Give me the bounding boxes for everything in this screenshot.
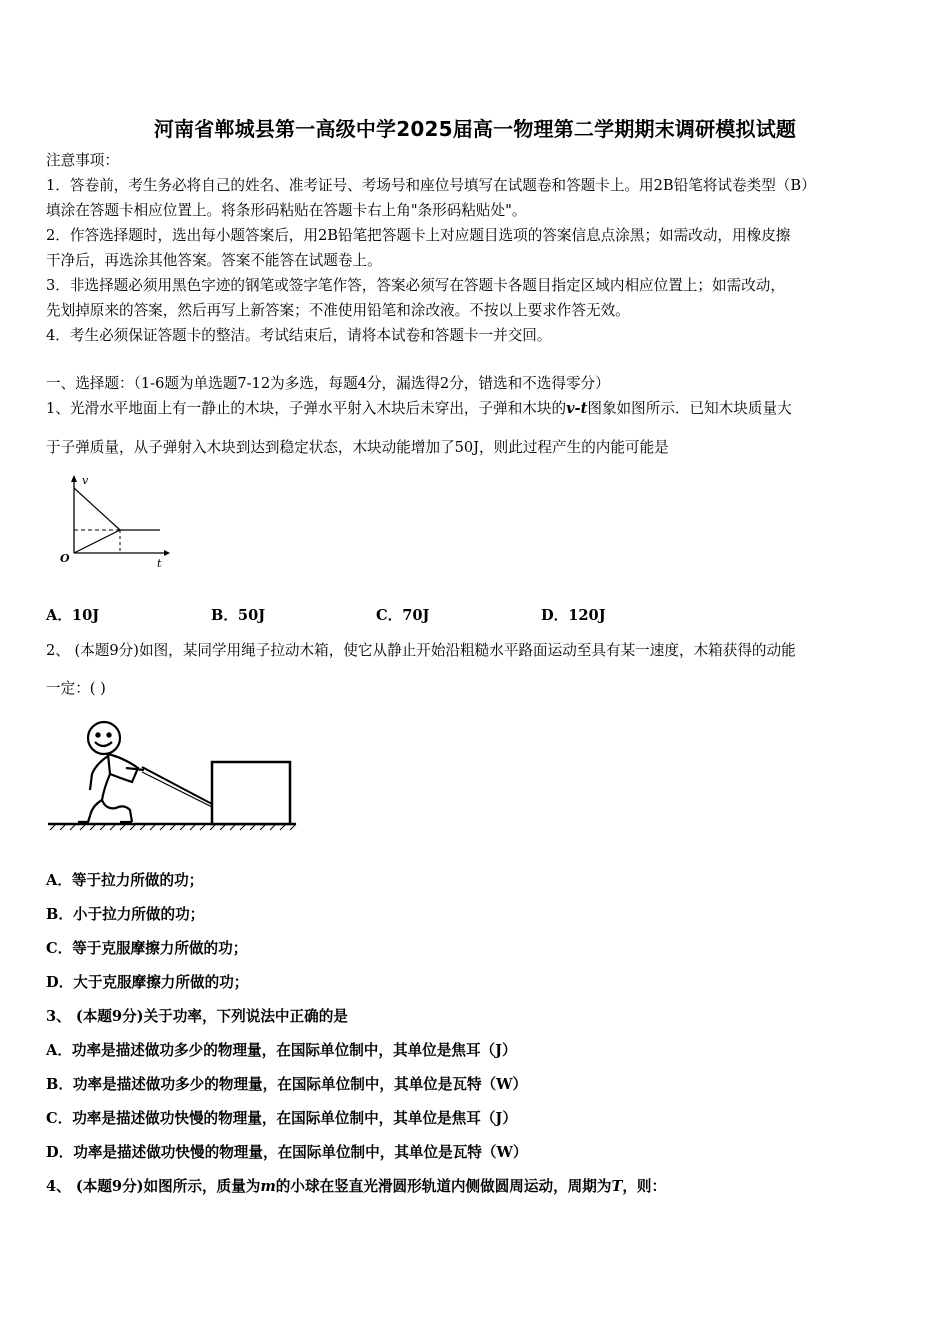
y-axis-arrow [71, 475, 77, 482]
q1-text-b: 图象如图所示．已知木块质量大 [587, 400, 792, 417]
q2-option-b[interactable]: B．小于拉力所做的功； [46, 906, 205, 923]
person-figure [78, 722, 144, 822]
q2-stem-line2: 一定：( ) [46, 680, 106, 697]
q3-option-a[interactable]: A．功率是描述做功多少的物理量，在国际单位制中，其单位是焦耳（J） [46, 1042, 517, 1059]
q1-stem-line2: 于子弹质量，从子弹射入木块到达到稳定状态，木块动能增加了50J，则此过程产生的内能可能是 [46, 439, 669, 456]
notice-line: 先划掉原来的答案，然后再写上新答案；不准使用铅笔和涂改液。不按以上要求作答无效。 [46, 302, 630, 319]
q2-stem-line1: 2、 (本题9分)如图，某同学用绳子拉动木箱，使它从静止开始沿粗糙水平路面运动至具有某一速度，木箱获得的动能 [46, 642, 796, 659]
bullet-velocity-line [74, 488, 120, 530]
q4-text-b: 的小球在竖直光滑圆形轨道内侧做圆周运动，周期为 [275, 1178, 612, 1195]
notice-line: 填涂在答题卡相应位置上。将条形码粘贴在答题卡右上角"条形码粘贴处"。 [46, 202, 527, 219]
q1-stem-line1 [46, 399, 792, 419]
q3-option-c[interactable]: C．功率是描述做功快慢的物理量，在国际单位制中，其单位是焦耳（J） [46, 1110, 517, 1127]
x-label: t [157, 557, 162, 570]
x-axis-arrow [164, 550, 170, 556]
q3-option-d[interactable]: D．功率是描述做功快慢的物理量，在国际单位制中，其单位是瓦特（W） [46, 1144, 528, 1161]
rope [142, 767, 212, 804]
section-heading: 一、选择题：（1-6题为单选题7-12为多选，每题4分，漏选得2分，错选和不选得零分） [46, 375, 610, 392]
q3-stem: 3、 (本题9分)关于功率，下列说法中正确的是 [46, 1008, 348, 1025]
q2-option-d[interactable]: D．大于克服摩擦力所做的功； [46, 974, 249, 991]
notice-line: 干净后，再选涂其他答案。答案不能答在试题卷上。 [46, 252, 382, 269]
q1-vt: v-t [566, 400, 588, 417]
notice-line: 1．答卷前，考生务必将自己的姓名、准考证号、考场号和座位号填写在试题卷和答题卡上。用2B铅笔将试卷类型（B） [46, 177, 816, 194]
q2-option-a[interactable]: A．等于拉力所做的功； [46, 872, 204, 889]
q1-option-b[interactable]: B．50J [211, 607, 266, 624]
q1-option-c[interactable]: C．70J [376, 607, 430, 624]
q4-text-a: 4、 (本题9分)如图所示，质量为 [46, 1178, 261, 1195]
notice-heading: 注意事项： [46, 152, 119, 169]
vt-graph [52, 470, 182, 575]
q1-option-d[interactable]: D．120J [541, 607, 606, 624]
q4-mass: m [260, 1178, 276, 1195]
notice-line: 4．考生必须保证答题卡的整洁。考试结束后，请将本试卷和答题卡一并交回。 [46, 327, 552, 344]
notice-line: 2．作答选择题时，选出每小题答案后，用2B铅笔把答题卡上对应题目选项的答案信息点涂黑；如需改动，用橡皮擦 [46, 227, 791, 244]
wooden-box [212, 762, 290, 824]
block-velocity-line [74, 530, 120, 553]
origin-label: O [60, 552, 70, 565]
notice-line: 3．非选择题必须用黑色字迹的钢笔或签字笔作答，答案必须写在答题卡各题目指定区域内相应位置上；如需改动， [46, 277, 785, 294]
y-label: v [82, 474, 89, 487]
q1-text-a: 1、光滑水平地面上有一静止的木块，子弹水平射入木块后未穿出，子弹和木块的 [46, 400, 567, 417]
q4-text-c: ，则： [622, 1178, 667, 1195]
q4-period: T [611, 1178, 623, 1195]
pulling-box-figure [46, 712, 302, 837]
rope-back [142, 772, 212, 807]
q2-option-c[interactable]: C．等于克服摩擦力所做的功； [46, 940, 248, 957]
q3-option-b[interactable]: B．功率是描述做功多少的物理量，在国际单位制中，其单位是瓦特（W） [46, 1076, 528, 1093]
q4-stem [46, 1177, 666, 1197]
q1-option-a[interactable]: A．10J [46, 607, 100, 624]
page-title: 河南省郸城县第一高级中学2025届高一物理第二学期期末调研模拟试题 [153, 117, 797, 141]
